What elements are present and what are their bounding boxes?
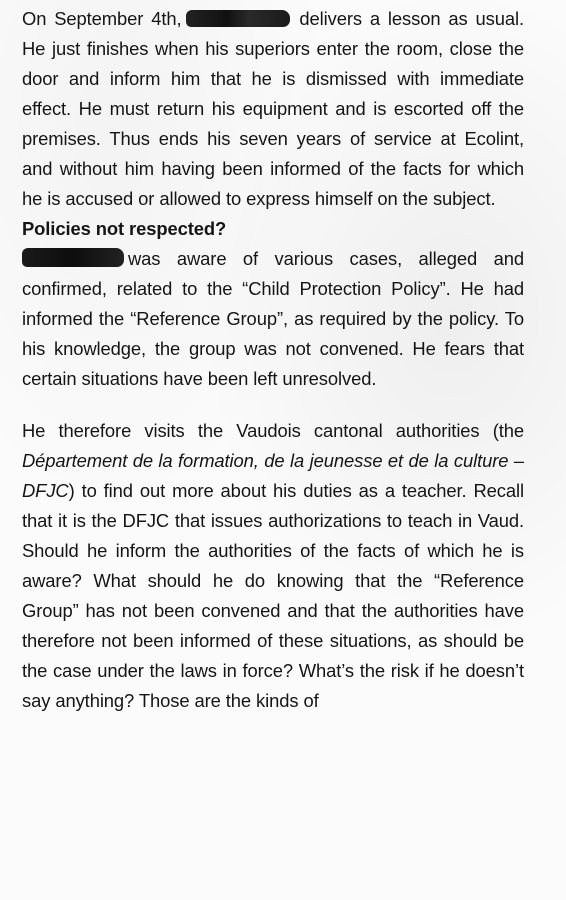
paragraph-authorities-italic: Département de la formation, de la jeunesse et de la culture – DFJC	[22, 450, 524, 501]
paragraph-authorities	[22, 416, 524, 716]
paragraph-policies	[22, 244, 524, 394]
redacted-name	[186, 10, 290, 27]
redacted-name	[22, 248, 124, 267]
paragraph-policies-text: was aware of various cases, alleged and confirmed, related to the “Child Protection Policy”. He had informed the “Reference Group”, as required by the policy. To his knowledge, the group was not convened. He fears that certain situations have been left unresolved.	[22, 248, 524, 389]
paragraph-dismissal	[22, 4, 524, 214]
paragraph-dismissal-rest: delivers a lesson as usual. He just finishes when his superiors enter the room, close the door and inform him that he is dismissed with immediate effect. He must return his equipment and is escorted off the premises. Thus ends his seven years of service at Ecolint, and without him having been informed of the facts for which he is accused or allowed to express himself on the subject.	[22, 8, 525, 209]
article-body	[22, 4, 524, 716]
paragraph-dismissal-start: On September 4th,	[22, 8, 182, 29]
section-heading: Policies not respected?	[22, 218, 227, 239]
paragraph-authorities-part1: He therefore visits the Vaudois cantonal authorities (the	[22, 420, 524, 441]
paragraph-authorities-part2: ) to find out more about his duties as a teacher. Recall that it is the DFJC that issues authorizations to teach in Vaud. Should he inform the authorities of the facts of which he is aware? What should he do knowing that the “Reference Group” has not been convened and that the authorities have therefore not been informed of these situations, as should be the case under the laws in force? What’s the risk if he doesn’t say anything? Those are the kinds of	[22, 480, 524, 711]
